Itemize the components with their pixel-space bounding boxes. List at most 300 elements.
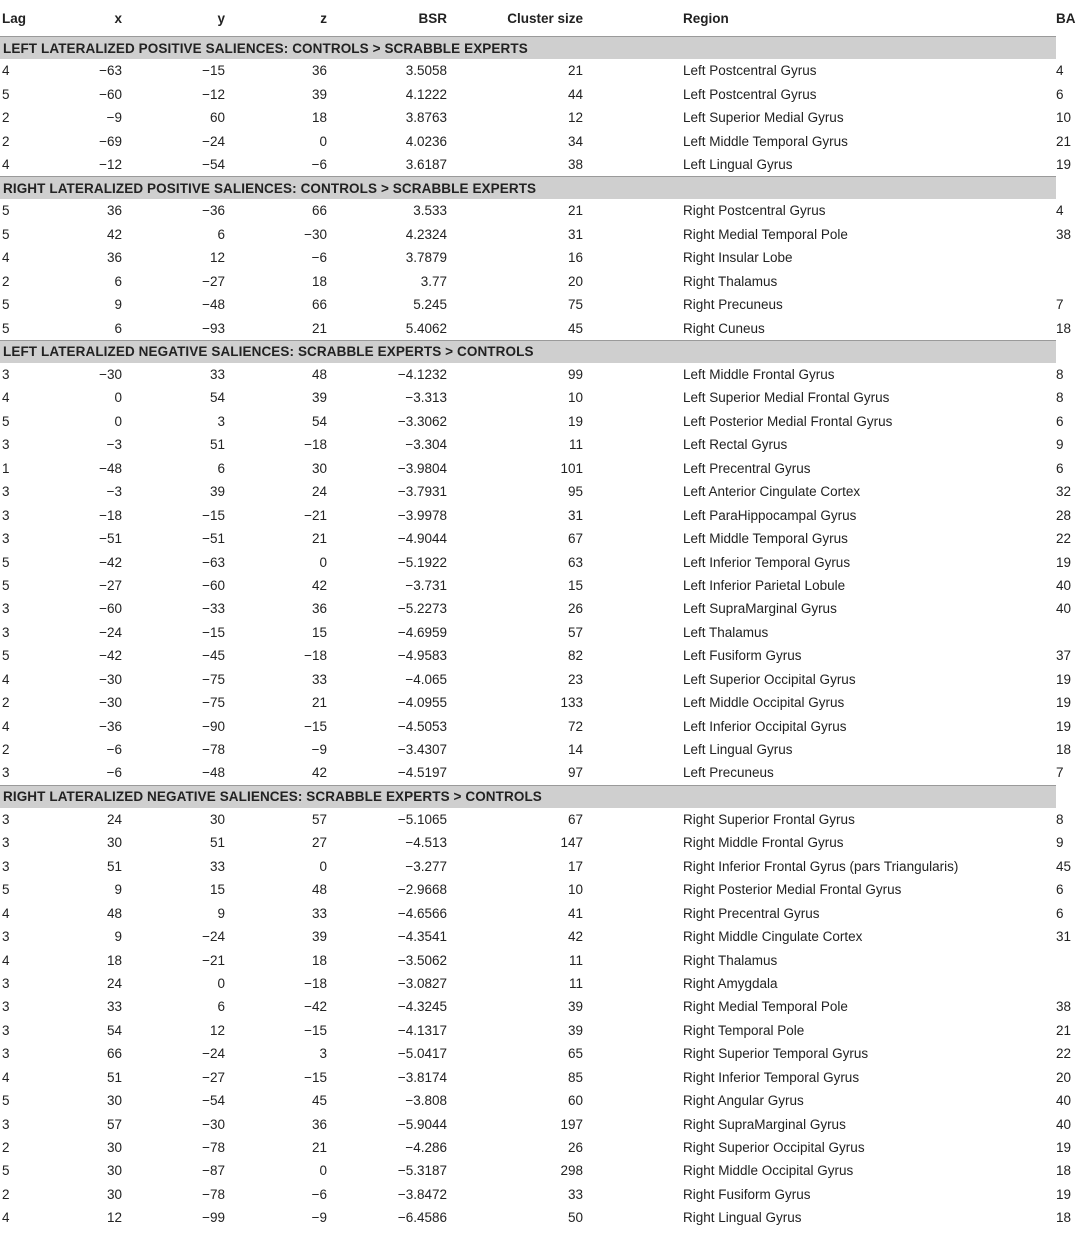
z-cell: 21 [311,695,327,711]
lag-cell: 4 [2,1069,10,1085]
bsr-cell: 5.4062 [405,320,447,336]
lag-cell: 3 [2,367,10,383]
table-header [0,0,1076,37]
x-cell: −60 [99,601,122,617]
y-cell: −24 [202,929,225,945]
bsr-cell: −4.5197 [397,765,447,781]
y-cell: 12 [209,250,225,266]
region-cell: Left Thalamus [683,624,769,640]
cluster-size-cell: 50 [567,1210,583,1226]
table-row [0,972,1056,995]
cluster-size-cell: 21 [567,63,583,79]
region-cell: Right Middle Cingulate Cortex [683,929,863,945]
lag-cell: 4 [2,952,10,968]
lag-cell: 3 [2,601,10,617]
cluster-size-cell: 99 [567,367,583,383]
lag-cell: 4 [2,671,10,687]
cluster-size-cell: 39 [567,1022,583,1038]
x-cell: 9 [114,882,122,898]
table-row: 5 6 −93 21 5.4062 45 Right Cuneus 18 [0,316,1056,340]
x-cell: 36 [106,203,122,219]
region-cell: Right Precentral Gyrus [683,905,820,921]
cluster-size-cell: 60 [567,1093,583,1109]
region-cell: Left Inferior Occipital Gyrus [683,718,847,734]
y-cell: −48 [202,765,225,781]
bsr-cell: −4.6959 [397,624,447,640]
table-row: 4 51 −27 −15 −3.8174 85 Right Inferior Temporal Gyrus 20 [0,1066,1056,1089]
table-row: 2 −69 −24 0 4.0236 34 Left Middle Temporal Gyrus 21 [0,129,1056,152]
table-row: 5 9 −48 66 5.245 75 Right Precuneus 7 [0,293,1056,316]
y-cell: −75 [202,671,225,687]
table-row: 3 9 −24 39 −4.3541 42 Right Middle Cingulate Cortex 31 [0,925,1056,948]
x-cell: 33 [106,999,122,1015]
y-cell: 54 [209,390,225,406]
bsr-cell: −4.0955 [397,695,447,711]
table-row: 5 −42 −63 0 −5.1922 63 Left Inferior Temporal Gyrus 19 [0,550,1056,573]
bsr-cell: −4.1232 [397,367,447,383]
y-cell: −36 [202,203,225,219]
table-row: 3 −30 33 48 −4.1232 99 Left Middle Frontal Gyrus 8 [0,363,1056,386]
bsr-cell: −3.9978 [397,507,447,523]
cluster-size-cell: 133 [560,695,583,711]
bsr-cell: 3.533 [413,203,447,219]
table-row: 3 57 −30 36 −5.9044 197 Right SupraMarginal Gyrus 40 [0,1112,1056,1135]
bsr-cell: −3.4307 [397,742,447,758]
bsr-cell: −4.3541 [397,929,447,945]
z-cell: 15 [311,624,327,640]
region-cell: Right Superior Temporal Gyrus [683,1046,869,1062]
bsr-cell: −3.0827 [397,975,447,991]
x-cell: 9 [114,297,122,313]
z-cell: −15 [304,718,327,734]
x-cell: 57 [106,1116,122,1132]
x-cell: 0 [114,413,122,429]
region-cell: Right Posterior Medial Frontal Gyrus [683,882,902,898]
bsr-cell: −4.9044 [397,531,447,547]
cluster-size-cell: 95 [567,484,583,500]
region-cell: Left Superior Medial Frontal Gyrus [683,390,890,406]
region-cell: Left Fusiform Gyrus [683,648,802,664]
x-cell: 9 [114,929,122,945]
lag-cell: 5 [2,577,10,593]
table-row: 2 −9 60 18 3.8763 12 Left Superior Medial Gyrus 10 [0,106,1056,129]
lag-cell: 4 [2,1210,10,1226]
cluster-size-cell: 57 [567,624,583,640]
region-cell: Right Temporal Pole [683,1022,805,1038]
x-cell: −6 [106,742,122,758]
region-cell: Left Superior Medial Gyrus [683,110,844,126]
x-cell: 30 [106,835,122,851]
bsr-cell: 3.6187 [405,156,447,172]
z-cell: 36 [311,601,327,617]
lag-cell: 3 [2,929,10,945]
bsr-cell: −5.1922 [397,554,447,570]
table-row: 5 −27 −60 42 −3.731 15 Left Inferior Parietal Lobule 40 [0,574,1056,597]
section-header-row [0,37,1056,60]
bsr-cell: −6.4586 [397,1210,447,1226]
z-cell: 48 [311,882,327,898]
z-cell: 21 [311,531,327,547]
z-cell: 0 [319,554,327,570]
y-cell: −30 [202,1116,225,1132]
y-cell: −93 [202,320,225,336]
x-cell: 6 [114,320,122,336]
cluster-size-cell: 97 [567,765,583,781]
x-cell: 30 [106,1186,122,1202]
table-row: 1 −48 6 30 −3.9804 101 Left Precentral Gyrus 6 [0,457,1056,480]
z-cell: 3 [319,1046,327,1062]
cluster-size-cell: 11 [568,975,583,991]
x-cell: −18 [99,507,122,523]
table-row: 4 −30 −75 33 −4.065 23 Left Superior Occipital Gyrus 19 [0,668,1056,691]
x-cell: −3 [106,484,122,500]
z-cell: 18 [311,110,327,126]
cluster-size-cell: 63 [567,554,583,570]
y-cell: −15 [202,63,225,79]
region-cell: Left Posterior Medial Frontal Gyrus [683,413,893,429]
table-row: 4 48 9 33 −4.6566 41 Right Precentral Gyrus 6 [0,901,1056,924]
lag-cell: 2 [2,1186,10,1202]
y-cell: 51 [209,835,225,851]
table-row: 5 0 3 54 −3.3062 19 Left Posterior Medial Frontal Gyrus 6 [0,410,1056,433]
y-cell: −78 [202,1186,225,1202]
lag-cell: 3 [2,624,10,640]
y-cell: 33 [209,367,225,383]
z-cell: 24 [311,484,327,500]
bsr-cell: −3.8472 [397,1186,447,1202]
lag-cell: 5 [2,413,10,429]
lag-cell: 4 [2,63,10,79]
x-cell: −9 [106,110,122,126]
z-cell: 21 [311,320,327,336]
y-cell: 3 [217,413,225,429]
cluster-size-cell: 19 [567,413,583,429]
y-cell: −24 [202,133,225,149]
cluster-size-cell: 10 [567,390,583,406]
cluster-size-cell: 21 [567,203,583,219]
y-cell: −33 [202,601,225,617]
bsr-cell: −4.513 [405,835,447,851]
lag-cell: 2 [2,110,10,126]
z-cell: −6 [311,156,327,172]
z-cell: 36 [311,1116,327,1132]
y-cell: 60 [209,110,225,126]
region-cell: Right Fusiform Gyrus [683,1186,811,1202]
table-row: 2 −6 −78 −9 −3.4307 14 Left Lingual Gyrus 18 [0,738,1056,761]
z-cell: 39 [311,929,327,945]
lag-cell: 4 [2,250,10,266]
z-cell: 39 [311,86,327,102]
cluster-size-cell: 10 [567,882,583,898]
y-cell: −12 [202,86,225,102]
z-cell: 42 [311,765,327,781]
region-cell: Left Lingual Gyrus [683,742,793,758]
x-cell: 30 [106,1140,122,1156]
cluster-size-cell: 34 [567,133,583,149]
table-row: 3 54 12 −15 −4.1317 39 Right Temporal Pole 21 [0,1019,1056,1042]
region-cell: Right Thalamus [683,273,778,289]
lag-cell: 2 [2,273,10,289]
cluster-size-cell: 31 [567,226,583,242]
lag-cell: 3 [2,835,10,851]
lag-cell: 4 [2,390,10,406]
y-cell: −99 [202,1210,225,1226]
table-row: 3 24 30 57 −5.1065 67 Right Superior Frontal Gyrus 8 [0,808,1056,831]
bsr-cell: 3.7879 [405,250,447,266]
region-cell: Right Angular Gyrus [683,1093,804,1109]
z-cell: 0 [319,858,327,874]
z-cell: 18 [311,952,327,968]
y-cell: −15 [202,624,225,640]
lag-cell: 3 [2,1116,10,1132]
z-cell: −6 [311,1186,327,1202]
section-header-row [0,785,1056,808]
z-cell: −18 [304,648,327,664]
cluster-size-cell: 44 [567,86,583,102]
bsr-cell: −4.6566 [397,905,447,921]
bsr-cell: −4.3245 [397,999,447,1015]
cluster-size-cell: 11 [568,952,583,968]
bsr-cell: −4.065 [405,671,447,687]
cluster-size-cell: 42 [567,929,583,945]
cluster-size-cell: 101 [560,460,583,476]
z-cell: 33 [311,905,327,921]
cluster-size-cell: 197 [560,1116,583,1132]
region-cell: Left Inferior Parietal Lobule [683,577,846,593]
y-cell: −54 [202,156,225,172]
z-cell: −9 [311,742,327,758]
z-cell: 21 [311,1140,327,1156]
cluster-size-cell: 14 [567,742,583,758]
y-cell: −48 [202,297,225,313]
table-row: 5 −42 −45 −18 −4.9583 82 Left Fusiform Gyrus 37 [0,644,1056,667]
header-lag: Lag [0,0,50,37]
region-cell: Left Postcentral Gyrus [683,86,817,102]
x-cell: −30 [99,367,122,383]
cluster-size-cell: 147 [560,835,583,851]
bsr-cell: 3.5058 [405,63,447,79]
region-cell: Right Postcentral Gyrus [683,203,826,219]
table-row [0,246,1056,269]
lag-cell: 5 [2,648,10,664]
y-cell: −45 [202,648,225,664]
region-cell: Right Middle Occipital Gyrus [683,1163,854,1179]
bsr-cell: 5.245 [413,297,447,313]
bsr-cell: −3.304 [405,437,447,453]
z-cell: 0 [319,1163,327,1179]
table-row: 2 30 −78 −6 −3.8472 33 Right Fusiform Gyrus 19 [0,1183,1056,1206]
x-cell: 66 [106,1046,122,1062]
cluster-size-cell: 16 [567,250,583,266]
table-row: 5 42 6 −30 4.2324 31 Right Medial Temporal Pole 38 [0,223,1056,246]
cluster-size-cell: 11 [568,437,583,453]
cluster-size-cell: 85 [567,1069,583,1085]
table-row: 2 −30 −75 21 −4.0955 133 Left Middle Occipital Gyrus 19 [0,691,1056,714]
lag-cell: 4 [2,718,10,734]
region-cell: Right Precuneus [683,297,783,313]
z-cell: −15 [304,1069,327,1085]
header-cluster-size: Cluster size [447,0,583,37]
region-cell: Right Cuneus [683,320,765,336]
y-cell: 12 [209,1022,225,1038]
region-cell: Left Anterior Cingulate Cortex [683,484,861,500]
z-cell: −30 [304,226,327,242]
cluster-size-cell: 67 [567,531,583,547]
table-row: 2 30 −78 21 −4.286 26 Right Superior Occipital Gyrus 19 [0,1136,1056,1159]
table-row: 5 30 −54 45 −3.808 60 Right Angular Gyrus 40 [0,1089,1056,1112]
y-cell: 9 [217,905,225,921]
lag-cell: 3 [2,765,10,781]
x-cell: −48 [99,460,122,476]
y-cell: −24 [202,1046,225,1062]
table-row: 3 30 51 27 −4.513 147 Right Middle Frontal Gyrus 9 [0,831,1056,854]
x-cell: 24 [106,811,122,827]
table-row: 4 0 54 39 −3.313 10 Left Superior Medial Frontal Gyrus 8 [0,386,1056,409]
cluster-size-cell: 82 [567,648,583,664]
table-row: 5 30 −87 0 −5.3187 298 Right Middle Occipital Gyrus 18 [0,1159,1056,1182]
y-cell: −63 [202,554,225,570]
z-cell: 39 [311,390,327,406]
x-cell: −42 [99,554,122,570]
lag-cell: 3 [2,999,10,1015]
lag-cell: 3 [2,1046,10,1062]
y-cell: −78 [202,1140,225,1156]
z-cell: −18 [304,437,327,453]
section-title: LEFT LATERALIZED NEGATIVE SALIENCES: SCRABBLE EXPERTS > CONTROLS [0,340,1056,363]
bsr-cell: −4.5053 [397,718,447,734]
lag-cell: 5 [2,226,10,242]
x-cell: 36 [106,250,122,266]
bsr-cell: 4.0236 [405,133,447,149]
y-cell: −27 [202,1069,225,1085]
cluster-size-cell: 41 [567,905,583,921]
region-cell: Left Precentral Gyrus [683,460,811,476]
region-cell: Left Rectal Gyrus [683,437,788,453]
z-cell: −21 [304,507,327,523]
lag-cell: 3 [2,858,10,874]
cluster-size-cell: 72 [567,718,583,734]
region-cell: Left Middle Temporal Gyrus [683,531,848,547]
region-cell: Right SupraMarginal Gyrus [683,1116,846,1132]
bsr-cell: 3.8763 [405,110,447,126]
z-cell: 30 [311,460,327,476]
section-title: RIGHT LATERALIZED NEGATIVE SALIENCES: SCRABBLE EXPERTS > CONTROLS [0,785,1056,808]
region-cell: Left ParaHippocampal Gyrus [683,507,857,523]
table-row: 4 −36 −90 −15 −4.5053 72 Left Inferior Occipital Gyrus 19 [0,714,1056,737]
bsr-cell: −3.731 [405,577,447,593]
region-cell: Left Middle Temporal Gyrus [683,133,848,149]
table-row: 3 51 33 0 −3.277 17 Right Inferior Frontal Gyrus (pars Triangularis) 45 [0,855,1056,878]
x-cell: 0 [114,390,122,406]
x-cell: −6 [106,765,122,781]
bsr-cell: −4.286 [405,1140,447,1156]
bsr-cell: 4.1222 [405,86,447,102]
section-title: RIGHT LATERALIZED POSITIVE SALIENCES: CONTROLS > SCRABBLE EXPERTS [0,177,1056,200]
region-cell: Left Inferior Temporal Gyrus [683,554,851,570]
lag-cell: 5 [2,86,10,102]
header-region: Region [583,0,1056,37]
bsr-cell: −3.313 [405,390,447,406]
table-row: 3 −3 39 24 −3.7931 95 Left Anterior Cingulate Cortex 32 [0,480,1056,503]
z-cell: 27 [311,835,327,851]
bsr-cell: −5.9044 [397,1116,447,1132]
cluster-size-cell: 75 [567,297,583,313]
region-cell: Right Amygdala [683,975,778,991]
z-cell: 66 [311,297,327,313]
cluster-size-cell: 38 [567,156,583,172]
bsr-cell: −4.9583 [397,648,447,664]
cluster-size-cell: 17 [567,858,583,874]
z-cell: 18 [311,273,327,289]
bsr-cell: −3.9804 [397,460,447,476]
x-cell: 6 [114,273,122,289]
table-body [0,37,1072,1230]
bsr-cell: −3.3062 [397,413,447,429]
z-cell: 54 [311,413,327,429]
table-row: 3 −51 −51 21 −4.9044 67 Left Middle Temporal Gyrus 22 [0,527,1056,550]
bsr-cell: −3.7931 [397,484,447,500]
cluster-size-cell: 298 [560,1163,583,1179]
lag-cell: 3 [2,507,10,523]
x-cell: −36 [99,718,122,734]
y-cell: −54 [202,1093,225,1109]
region-cell: Left Postcentral Gyrus [683,63,817,79]
region-cell: Right Medial Temporal Pole [683,226,848,242]
x-cell: 30 [106,1163,122,1179]
lag-cell: 3 [2,975,10,991]
x-cell: −60 [99,86,122,102]
x-cell: −63 [99,63,122,79]
y-cell: 39 [209,484,225,500]
region-cell: Right Superior Frontal Gyrus [683,811,855,827]
lag-cell: 5 [2,554,10,570]
y-cell: −51 [202,531,225,547]
region-cell: Right Middle Frontal Gyrus [683,835,844,851]
y-cell: 6 [217,226,225,242]
table-row: 5 36 −36 66 3.533 21 Right Postcentral Gyrus 4 [0,199,1056,222]
region-cell: Right Lingual Gyrus [683,1210,802,1226]
lag-cell: 2 [2,133,10,149]
lag-cell: 4 [2,156,10,172]
table-row: 3 −6 −48 42 −4.5197 97 Left Precuneus 7 [0,761,1056,785]
cluster-size-cell: 23 [567,671,583,687]
z-cell: −18 [304,975,327,991]
cluster-size-cell: 12 [567,110,583,126]
x-cell: 54 [106,1022,122,1038]
bsr-cell: −3.8174 [397,1069,447,1085]
lag-cell: 3 [2,1022,10,1038]
region-cell: Right Inferior Frontal Gyrus (pars Triangularis) [683,858,959,874]
header-bsr: BSR [327,0,447,37]
cluster-size-cell: 15 [567,577,583,593]
lag-cell: 5 [2,1093,10,1109]
y-cell: 15 [209,882,225,898]
y-cell: −75 [202,695,225,711]
x-cell: −12 [99,156,122,172]
x-cell: −30 [99,671,122,687]
x-cell: 24 [106,975,122,991]
header-z: z [225,0,327,37]
region-cell: Right Inferior Temporal Gyrus [683,1069,860,1085]
region-cell: Left Middle Frontal Gyrus [683,367,835,383]
x-cell: −51 [99,531,122,547]
region-cell: Right Superior Occipital Gyrus [683,1140,865,1156]
region-cell: Left SupraMarginal Gyrus [683,601,837,617]
x-cell: −30 [99,695,122,711]
bsr-cell: −5.2273 [397,601,447,617]
section-title: LEFT LATERALIZED POSITIVE SALIENCES: CONTROLS > SCRABBLE EXPERTS [0,37,1056,60]
x-cell: 12 [106,1210,122,1226]
